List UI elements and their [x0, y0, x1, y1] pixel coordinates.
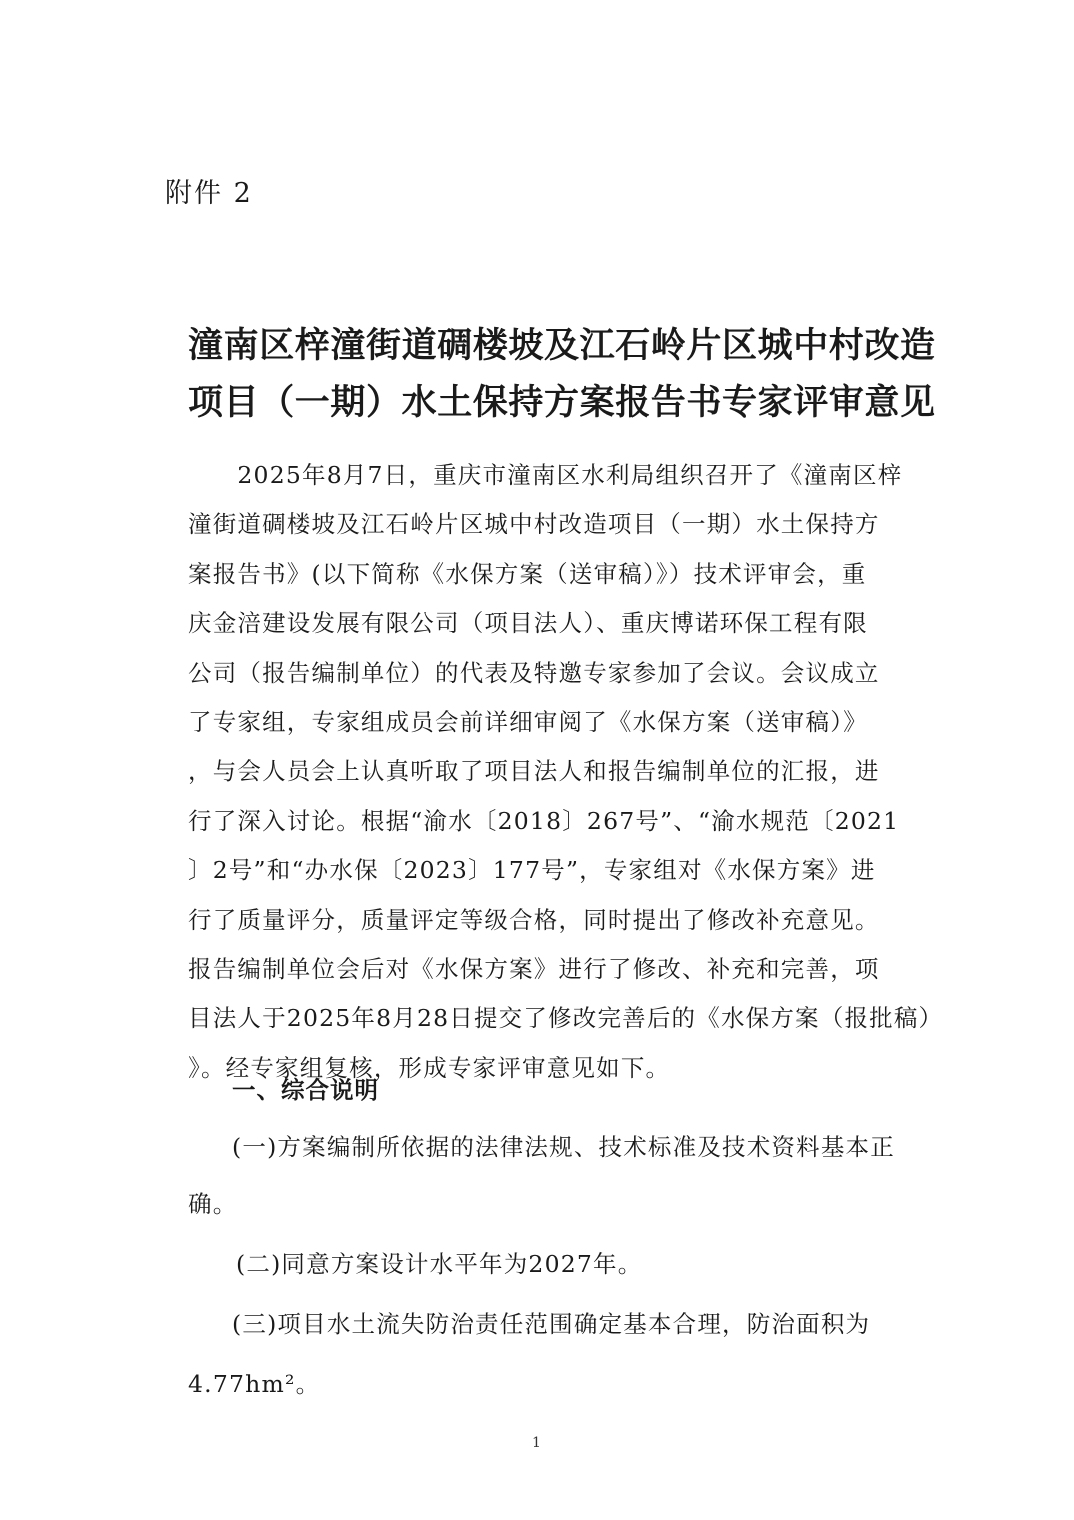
- intro-line: 行了深入讨论。根据“渝水〔2018〕267号”、“渝水规范〔2021: [188, 806, 900, 835]
- intro-line: 〕2号”和“办水保〔2023〕177号”，专家组对《水保方案》进: [188, 856, 876, 885]
- document-title: [188, 318, 936, 432]
- intro-line: ，与会人员会上认真听取了项目法人和报告编制单位的汇报，进: [188, 757, 880, 786]
- item-3-line-2: 4.77hm²。: [188, 1370, 321, 1398]
- section-heading-1: 一、综合说明: [232, 1076, 379, 1104]
- item-1-line-2: 确。: [188, 1190, 238, 1218]
- title-line-1: 潼南区梓潼街道碉楼坡及江石岭片区城中村改造: [188, 326, 936, 366]
- intro-line: 》。经专家组复核，形成专家评审意见如下。: [188, 1053, 671, 1082]
- item-2: (二)同意方案设计水平年为2027年。: [236, 1250, 643, 1278]
- item-3-line-1: (三)项目水土流失防治责任范围确定基本合理，防治面积为: [232, 1310, 871, 1338]
- item-1-line-1: (一)方案编制所依据的法律法规、技术标准及技术资料基本正: [232, 1133, 895, 1161]
- intro-paragraph: [188, 451, 944, 1093]
- attachment-label: 附件 2: [165, 178, 253, 209]
- page-number: 1: [532, 1435, 541, 1451]
- intro-line: 目法人于2025年8月28日提交了修改完善后的《水保方案（报批稿）: [188, 1004, 944, 1033]
- title-line-2: 项目（一期）水土保持方案报告书专家评审意见: [188, 383, 936, 423]
- intro-line: 公司（报告编制单位）的代表及特邀专家参加了会议。会议成立: [188, 658, 880, 687]
- intro-line: 2025年8月7日，重庆市潼南区水利局组织召开了《潼南区梓: [188, 461, 903, 489]
- intro-line: 报告编制单位会后对《水保方案》进行了修改、补充和完善，项: [188, 955, 880, 984]
- intro-line: 行了质量评分，质量评定等级合格，同时提出了修改补充意见。: [188, 905, 880, 934]
- intro-line: 案报告书》(以下简称《水保方案（送审稿）》）技术评审会，重: [188, 559, 867, 588]
- intro-line: 潼街道碉楼坡及江石岭片区城中村改造项目（一期）水土保持方: [188, 510, 880, 539]
- intro-line: 了专家组，专家组成员会前详细审阅了《水保方案（送审稿）》: [188, 708, 868, 737]
- intro-line: 庆金涪建设发展有限公司（项目法人）、重庆博诺环保工程有限: [188, 609, 868, 638]
